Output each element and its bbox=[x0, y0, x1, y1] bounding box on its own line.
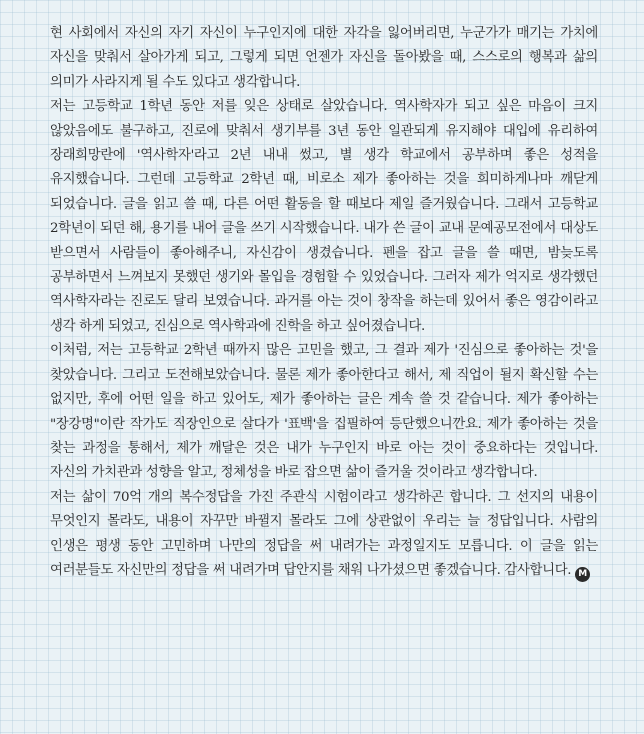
paragraph-3: 이처럼, 저는 고등학교 2학년 때까지 많은 고민을 했고, 그 결과 제가 '진심으로 좋아하는 것'을 찾았습니다. 그리고 도전해보았습니다. 물론 제가 좋아한다고 해서, 제 직업이 될지 확신할 수는 없지만, 후에 어떤 일을 하고 있어도, 제가 좋아하는 글은 계속 쓸 것 같습니다. 제가 좋아하는 "장강명"이란 작가도 직장인으로 살다가 '표백'을 집필하여 등단했으니깐요. 제가 좋아하는 것을 찾는 과정을 통해서, 제가 깨달은 것은 내가 누구인지 바로 아는 것이 중요하다는 것입니다. 자신의 가치관과 성향을 알고, 정체성을 바로 잡으면 삶이 즐거울 것이라고 생각합니다. bbox=[50, 343, 598, 481]
end-mark-icon: M bbox=[575, 567, 590, 582]
essay-body bbox=[50, 22, 598, 583]
paragraph-4-text: 저는 삶이 70억 개의 복수정답을 가진 주관식 시험이라고 생각하곤 합니다. 그 선지의 내용이 무엇인지 몰라도, 내용이 자꾸만 바뀔지 몰라도 그에 상관없이 우리는 늘 정답입니다. 사람의 인생은 평생 동안 고민하며 나만의 정답을 써 내려가는 과정일지도 모릅니다. 이 글을 읽는 여러분들도 자신만의 정답을 써 내려가며 답안지를 채워 나가셨으면 좋겠습니다. 감사합니다. bbox=[50, 489, 598, 578]
paragraph-1: 현 사회에서 자신의 자기 자신이 누구인지에 대한 자각을 잃어버리면, 누군가가 매기는 가치에 자신을 맞춰서 살아가게 되고, 그렇게 되면 언젠가 자신을 돌아봤을 때, 스스로의 행복과 삶의 의미가 사라지게 될 수도 있다고 생각합니다. bbox=[50, 26, 598, 90]
paragraph-2: 저는 고등학교 1학년 동안 저를 잊은 상태로 살았습니다. 역사학자가 되고 싶은 마음이 크지 않았음에도 불구하고, 진로에 맞춰서 생기부를 3년 동안 일관되게 유지해야 대입에 유리하여 장래희망란에 '역사학자'라고 2년 내내 썼고, 별 생각 학교에서 공부하며 좋은 성적을 유지했습니다. 그런데 고등학교 2학년 때, 비로소 제가 좋아하는 것을 희미하게나마 깨닫게 되었습니다. 글을 읽고 쓸 때, 다른 어떤 활동을 할 때보다 제일 즐거웠습니다. 그래서 고등학교 2학년이 되던 해, 용기를 내어 글을 쓰기 시작했습니다. 내가 쓴 글이 교내 문예공모전에서 대상도 받으면서 사람들이 좋아해주니, 자신감이 생겼습니다. 펜을 잡고 글을 쓸 때면, 밤늦도록 공부하면서 느껴보지 못했던 생기와 몰입을 경험할 수 있었습니다. 그러자 제가 억지로 생각했던 역사학자라는 진로도 달리 보였습니다. 과거를 아는 것이 창작을 하는데 있어서 좋은 영감이라고 생각 하게 되었고, 진심으로 역사학과에 진학을 하고 싶어졌습니다. bbox=[50, 99, 598, 334]
paragraph-4 bbox=[50, 486, 598, 584]
